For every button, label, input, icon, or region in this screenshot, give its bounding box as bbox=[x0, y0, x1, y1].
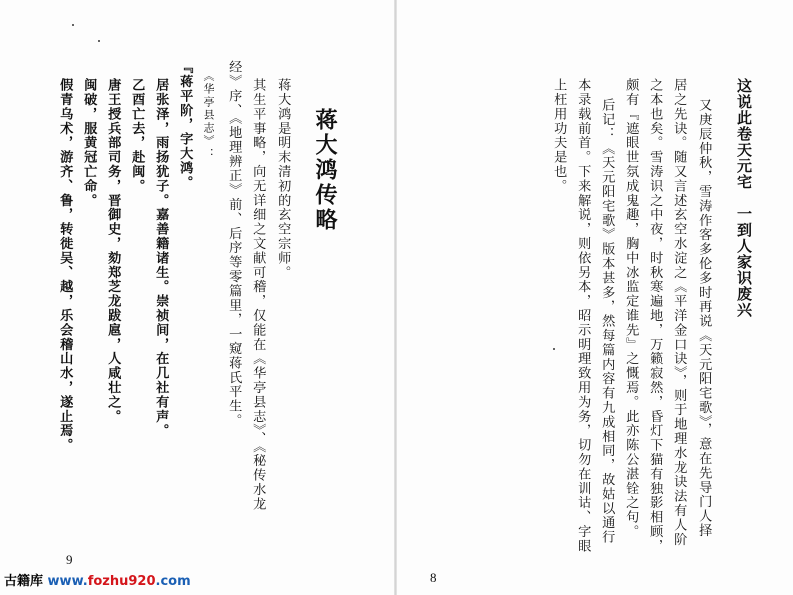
left-column-4: 《华亭县志》： bbox=[202, 70, 215, 161]
right-column-3: 之本也矣。雪涛识之中夜，时秋寒遍地，万籁寂然，昏灯下猫有独影相顾， bbox=[647, 78, 663, 554]
left-column-2: 其生平事略，向无详细之文献可稽，仅能在《华亭县志》、《秘传水龙 bbox=[250, 78, 266, 512]
right-column-1: 又庚辰仲秋，雪涛作客多伦多时再说《天元阳宅歌》，意在先导门人择 bbox=[696, 98, 712, 538]
watermark-url-prefix: www. bbox=[47, 574, 88, 589]
left-title: 蒋大鸿传略 bbox=[312, 108, 338, 233]
left-page-number: 9 bbox=[66, 552, 73, 567]
scan-speck bbox=[553, 348, 555, 350]
right-column-7: 上枉用功夫是也。 bbox=[551, 78, 567, 194]
scan-speck bbox=[98, 40, 100, 42]
right-column-5: 后记：《天元阳宅歌》版本甚多，然每篇内容有九成相同，故姑以通行 bbox=[599, 98, 615, 545]
watermark-site-name: 古籍库 bbox=[4, 574, 44, 589]
left-column-7: 乙酉亡去，赴闽。 bbox=[129, 78, 145, 194]
left-column-5: 『蒋平阶，字大鸿。 bbox=[177, 60, 193, 190]
right-column-2: 居之先诀。随又言述玄空水淀之《平洋金口诀》，则于地理水龙诀法有人阶 bbox=[671, 78, 687, 547]
left-column-6: 居张泽，雨扬犹子。嘉善籍诸生。崇祯间，在几社有声。 bbox=[153, 78, 169, 438]
site-watermark bbox=[4, 570, 191, 589]
right-header: 这说此卷天元宅 一到人家识废兴 bbox=[735, 78, 753, 318]
left-column-8: 唐王授兵部司务，晋御史，劾郑芝龙跋扈，人咸壮之。 bbox=[105, 78, 121, 424]
right-column-6: 本录载前首。下来解说，则依另本，昭示明理致用为务，切勿在训诂、字眼 bbox=[575, 78, 591, 554]
left-column-9: 闽破，服黄冠亡命。 bbox=[81, 78, 97, 208]
right-column-4: 颇有『遮眼世氛成鬼趣，胸中冰监定谁先』之慨焉。此亦陈公湛铨之句。 bbox=[623, 78, 639, 539]
book-spine bbox=[394, 0, 397, 595]
right-page-number: 8 bbox=[430, 570, 437, 585]
left-column-10: 假青乌术，游齐、鲁，转徙吴、越，乐会稽山水，遂止焉。 bbox=[57, 78, 73, 453]
left-column-3: 经》序、《地理辨正》前、后序等零篇里，一窥蒋氏平生。 bbox=[226, 60, 242, 428]
left-column-1: 蒋大鸿是明末清初的玄空宗师。 bbox=[275, 78, 291, 280]
watermark-url-domain: fozhu920 bbox=[87, 574, 156, 589]
scan-speck bbox=[72, 24, 74, 26]
watermark-url-suffix: .com bbox=[155, 574, 191, 589]
